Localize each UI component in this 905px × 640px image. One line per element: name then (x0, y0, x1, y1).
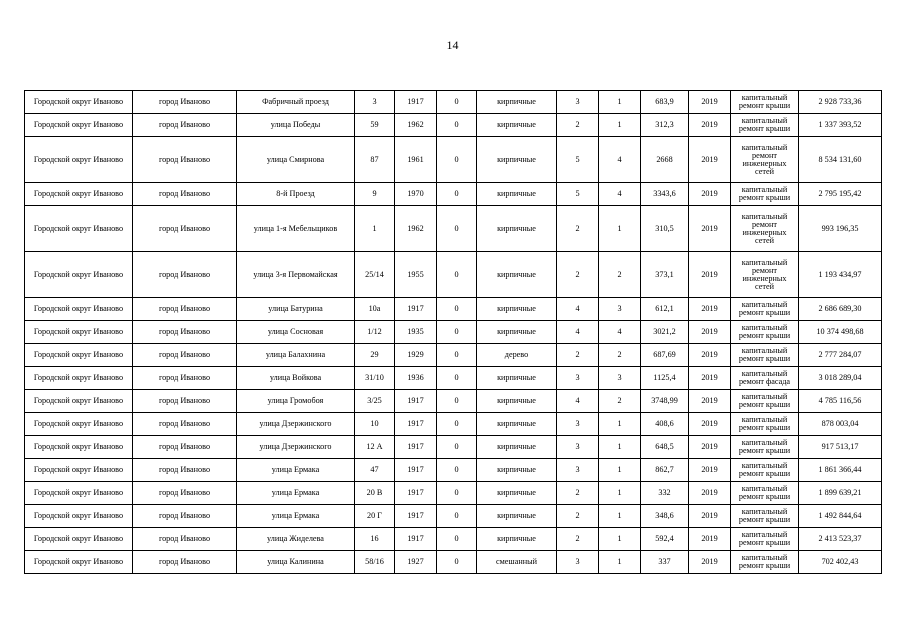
cell-plan-year: 2019 (689, 114, 731, 137)
cell-work-type: капитальный ремонт крыши (731, 114, 799, 137)
cell-commission-year: 0 (437, 206, 477, 252)
cell-commission-year: 0 (437, 183, 477, 206)
cell-floors: 3 (557, 459, 599, 482)
cell-area: 3343,6 (641, 183, 689, 206)
cell-settlement: город Иваново (133, 551, 237, 574)
cell-house-number: 29 (355, 344, 395, 367)
cell-house-number: 16 (355, 528, 395, 551)
cell-wall-material: кирпичные (477, 505, 557, 528)
cell-work-type: капитальный ремонт крыши (731, 528, 799, 551)
cell-house-number: 10 (355, 413, 395, 436)
cell-work-type: капитальный ремонт крыши (731, 390, 799, 413)
cell-street: улица Батурина (237, 298, 355, 321)
cell-floors: 3 (557, 91, 599, 114)
cell-plan-year: 2019 (689, 206, 731, 252)
cell-municipality: Городской округ Иваново (25, 413, 133, 436)
cell-entrances: 1 (599, 206, 641, 252)
cell-cost: 4 785 116,56 (799, 390, 882, 413)
cell-wall-material: кирпичные (477, 183, 557, 206)
cell-commission-year: 0 (437, 252, 477, 298)
cell-commission-year: 0 (437, 436, 477, 459)
cell-plan-year: 2019 (689, 482, 731, 505)
cell-area: 3021,2 (641, 321, 689, 344)
cell-settlement: город Иваново (133, 528, 237, 551)
cell-house-number: 31/10 (355, 367, 395, 390)
cell-build-year: 1917 (395, 482, 437, 505)
cell-settlement: город Иваново (133, 298, 237, 321)
cell-work-type: капитальный ремонт инженерных сетей (731, 206, 799, 252)
cell-work-type: капитальный ремонт крыши (731, 413, 799, 436)
cell-municipality: Городской округ Иваново (25, 206, 133, 252)
cell-cost: 878 003,04 (799, 413, 882, 436)
cell-plan-year: 2019 (689, 390, 731, 413)
cell-house-number: 9 (355, 183, 395, 206)
cell-entrances: 4 (599, 137, 641, 183)
cell-municipality: Городской округ Иваново (25, 114, 133, 137)
cell-floors: 2 (557, 528, 599, 551)
cell-commission-year: 0 (437, 390, 477, 413)
cell-plan-year: 2019 (689, 528, 731, 551)
cell-plan-year: 2019 (689, 459, 731, 482)
cell-commission-year: 0 (437, 344, 477, 367)
cell-cost: 1 861 366,44 (799, 459, 882, 482)
housing-register-table (24, 90, 882, 574)
cell-floors: 3 (557, 551, 599, 574)
cell-entrances: 4 (599, 321, 641, 344)
cell-build-year: 1917 (395, 436, 437, 459)
cell-wall-material: дерево (477, 344, 557, 367)
cell-cost: 1 899 639,21 (799, 482, 882, 505)
cell-work-type: капитальный ремонт крыши (731, 298, 799, 321)
cell-cost: 993 196,35 (799, 206, 882, 252)
cell-build-year: 1962 (395, 114, 437, 137)
cell-cost: 2 686 689,30 (799, 298, 882, 321)
cell-build-year: 1955 (395, 252, 437, 298)
cell-build-year: 1929 (395, 344, 437, 367)
cell-plan-year: 2019 (689, 298, 731, 321)
cell-municipality: Городской округ Иваново (25, 91, 133, 114)
cell-build-year: 1961 (395, 137, 437, 183)
cell-cost: 1 193 434,97 (799, 252, 882, 298)
cell-settlement: город Иваново (133, 344, 237, 367)
cell-floors: 2 (557, 505, 599, 528)
cell-area: 3748,99 (641, 390, 689, 413)
cell-house-number: 59 (355, 114, 395, 137)
cell-settlement: город Иваново (133, 459, 237, 482)
cell-floors: 2 (557, 114, 599, 137)
cell-cost: 917 513,17 (799, 436, 882, 459)
cell-municipality: Городской округ Иваново (25, 183, 133, 206)
cell-house-number: 1/12 (355, 321, 395, 344)
cell-settlement: город Иваново (133, 321, 237, 344)
table-row (25, 344, 882, 367)
cell-wall-material: кирпичные (477, 413, 557, 436)
cell-entrances: 1 (599, 528, 641, 551)
cell-area: 862,7 (641, 459, 689, 482)
cell-work-type: капитальный ремонт крыши (731, 482, 799, 505)
cell-street: улица Сосновая (237, 321, 355, 344)
cell-commission-year: 0 (437, 91, 477, 114)
cell-street: 8-й Проезд (237, 183, 355, 206)
cell-plan-year: 2019 (689, 367, 731, 390)
cell-plan-year: 2019 (689, 91, 731, 114)
cell-plan-year: 2019 (689, 137, 731, 183)
cell-cost: 2 795 195,42 (799, 183, 882, 206)
cell-floors: 3 (557, 413, 599, 436)
cell-municipality: Городской округ Иваново (25, 551, 133, 574)
cell-area: 612,1 (641, 298, 689, 321)
cell-cost: 702 402,43 (799, 551, 882, 574)
cell-settlement: город Иваново (133, 183, 237, 206)
cell-street: улица Смирнова (237, 137, 355, 183)
cell-plan-year: 2019 (689, 183, 731, 206)
cell-floors: 4 (557, 321, 599, 344)
cell-work-type: капитальный ремонт крыши (731, 551, 799, 574)
cell-house-number: 12 А (355, 436, 395, 459)
cell-area: 648,5 (641, 436, 689, 459)
cell-area: 1125,4 (641, 367, 689, 390)
cell-settlement: город Иваново (133, 413, 237, 436)
cell-wall-material: кирпичные (477, 321, 557, 344)
cell-house-number: 58/16 (355, 551, 395, 574)
table-row (25, 390, 882, 413)
cell-entrances: 1 (599, 482, 641, 505)
table-row (25, 137, 882, 183)
cell-cost: 3 018 289,04 (799, 367, 882, 390)
cell-cost: 1 337 393,52 (799, 114, 882, 137)
cell-work-type: капитальный ремонт крыши (731, 321, 799, 344)
cell-wall-material: кирпичные (477, 528, 557, 551)
cell-build-year: 1917 (395, 298, 437, 321)
cell-work-type: капитальный ремонт крыши (731, 459, 799, 482)
cell-work-type: капитальный ремонт инженерных сетей (731, 252, 799, 298)
cell-work-type: капитальный ремонт крыши (731, 91, 799, 114)
cell-municipality: Городской округ Иваново (25, 321, 133, 344)
cell-work-type: капитальный ремонт фасада (731, 367, 799, 390)
cell-build-year: 1970 (395, 183, 437, 206)
cell-settlement: город Иваново (133, 505, 237, 528)
table-row (25, 367, 882, 390)
cell-area: 312,3 (641, 114, 689, 137)
cell-entrances: 3 (599, 298, 641, 321)
cell-area: 592,4 (641, 528, 689, 551)
cell-commission-year: 0 (437, 459, 477, 482)
cell-house-number: 87 (355, 137, 395, 183)
cell-entrances: 1 (599, 505, 641, 528)
cell-plan-year: 2019 (689, 436, 731, 459)
cell-floors: 4 (557, 298, 599, 321)
cell-wall-material: кирпичные (477, 482, 557, 505)
cell-street: улица Дзержинского (237, 413, 355, 436)
cell-wall-material: кирпичные (477, 252, 557, 298)
cell-wall-material: кирпичные (477, 367, 557, 390)
cell-work-type: капитальный ремонт крыши (731, 344, 799, 367)
table-row (25, 505, 882, 528)
cell-municipality: Городской округ Иваново (25, 528, 133, 551)
cell-settlement: город Иваново (133, 482, 237, 505)
cell-floors: 2 (557, 252, 599, 298)
cell-build-year: 1962 (395, 206, 437, 252)
cell-commission-year: 0 (437, 413, 477, 436)
cell-street: Фабричный проезд (237, 91, 355, 114)
cell-wall-material: кирпичные (477, 114, 557, 137)
cell-settlement: город Иваново (133, 137, 237, 183)
cell-area: 408,6 (641, 413, 689, 436)
cell-build-year: 1917 (395, 528, 437, 551)
cell-municipality: Городской округ Иваново (25, 298, 133, 321)
cell-area: 373,1 (641, 252, 689, 298)
cell-house-number: 1 (355, 206, 395, 252)
cell-settlement: город Иваново (133, 367, 237, 390)
cell-entrances: 1 (599, 413, 641, 436)
table-row (25, 252, 882, 298)
cell-build-year: 1936 (395, 367, 437, 390)
cell-floors: 3 (557, 367, 599, 390)
cell-municipality: Городской округ Иваново (25, 367, 133, 390)
cell-floors: 2 (557, 206, 599, 252)
cell-settlement: город Иваново (133, 206, 237, 252)
cell-street: улица Победы (237, 114, 355, 137)
cell-floors: 2 (557, 482, 599, 505)
cell-plan-year: 2019 (689, 321, 731, 344)
cell-commission-year: 0 (437, 114, 477, 137)
table-row (25, 459, 882, 482)
table-row (25, 413, 882, 436)
cell-build-year: 1917 (395, 459, 437, 482)
cell-entrances: 2 (599, 252, 641, 298)
cell-house-number: 20 В (355, 482, 395, 505)
cell-street: улица Войкова (237, 367, 355, 390)
cell-street: улица Громобоя (237, 390, 355, 413)
cell-entrances: 2 (599, 344, 641, 367)
table-row (25, 206, 882, 252)
cell-municipality: Городской округ Иваново (25, 252, 133, 298)
cell-street: улица Ермака (237, 482, 355, 505)
cell-wall-material: кирпичные (477, 91, 557, 114)
cell-wall-material: кирпичные (477, 137, 557, 183)
cell-floors: 4 (557, 390, 599, 413)
table-row (25, 436, 882, 459)
cell-municipality: Городской округ Иваново (25, 390, 133, 413)
cell-commission-year: 0 (437, 505, 477, 528)
cell-entrances: 1 (599, 114, 641, 137)
cell-street: улица 3-я Первомайская (237, 252, 355, 298)
cell-cost: 2 928 733,36 (799, 91, 882, 114)
cell-cost: 1 492 844,64 (799, 505, 882, 528)
table-row (25, 551, 882, 574)
cell-plan-year: 2019 (689, 413, 731, 436)
page-number: 14 (446, 38, 459, 52)
cell-entrances: 2 (599, 390, 641, 413)
cell-street: улица Ермака (237, 505, 355, 528)
cell-work-type: капитальный ремонт инженерных сетей (731, 137, 799, 183)
table-row (25, 298, 882, 321)
cell-house-number: 20 Г (355, 505, 395, 528)
cell-plan-year: 2019 (689, 505, 731, 528)
cell-commission-year: 0 (437, 367, 477, 390)
cell-plan-year: 2019 (689, 551, 731, 574)
cell-build-year: 1917 (395, 413, 437, 436)
cell-commission-year: 0 (437, 321, 477, 344)
cell-settlement: город Иваново (133, 114, 237, 137)
cell-entrances: 1 (599, 91, 641, 114)
cell-area: 348,6 (641, 505, 689, 528)
cell-house-number: 10а (355, 298, 395, 321)
cell-cost: 10 374 498,68 (799, 321, 882, 344)
cell-commission-year: 0 (437, 298, 477, 321)
cell-area: 337 (641, 551, 689, 574)
cell-cost: 2 413 523,37 (799, 528, 882, 551)
cell-entrances: 1 (599, 459, 641, 482)
cell-house-number: 3/25 (355, 390, 395, 413)
cell-settlement: город Иваново (133, 390, 237, 413)
cell-settlement: город Иваново (133, 436, 237, 459)
cell-entrances: 1 (599, 551, 641, 574)
cell-house-number: 47 (355, 459, 395, 482)
cell-house-number: 25/14 (355, 252, 395, 298)
cell-cost: 8 534 131,60 (799, 137, 882, 183)
table-row (25, 321, 882, 344)
cell-build-year: 1917 (395, 390, 437, 413)
cell-area: 332 (641, 482, 689, 505)
cell-commission-year: 0 (437, 551, 477, 574)
cell-municipality: Городской округ Иваново (25, 344, 133, 367)
cell-area: 2668 (641, 137, 689, 183)
cell-settlement: город Иваново (133, 252, 237, 298)
cell-wall-material: смешанный (477, 551, 557, 574)
cell-wall-material: кирпичные (477, 459, 557, 482)
table-row (25, 91, 882, 114)
cell-commission-year: 0 (437, 528, 477, 551)
cell-street: улица Дзержинского (237, 436, 355, 459)
cell-municipality: Городской округ Иваново (25, 137, 133, 183)
table-row (25, 528, 882, 551)
cell-wall-material: кирпичные (477, 298, 557, 321)
cell-plan-year: 2019 (689, 252, 731, 298)
cell-build-year: 1917 (395, 505, 437, 528)
cell-wall-material: кирпичные (477, 436, 557, 459)
cell-floors: 5 (557, 183, 599, 206)
cell-municipality: Городской округ Иваново (25, 482, 133, 505)
cell-street: улица Жиделева (237, 528, 355, 551)
cell-work-type: капитальный ремонт крыши (731, 436, 799, 459)
cell-street: улица Балахнина (237, 344, 355, 367)
cell-entrances: 3 (599, 367, 641, 390)
cell-settlement: город Иваново (133, 91, 237, 114)
table-row (25, 482, 882, 505)
cell-entrances: 4 (599, 183, 641, 206)
cell-wall-material: кирпичные (477, 390, 557, 413)
table-row (25, 183, 882, 206)
cell-plan-year: 2019 (689, 344, 731, 367)
cell-build-year: 1927 (395, 551, 437, 574)
cell-floors: 5 (557, 137, 599, 183)
cell-street: улица Калинина (237, 551, 355, 574)
cell-municipality: Городской округ Иваново (25, 459, 133, 482)
cell-floors: 2 (557, 344, 599, 367)
cell-municipality: Городской округ Иваново (25, 505, 133, 528)
cell-area: 683,9 (641, 91, 689, 114)
cell-commission-year: 0 (437, 137, 477, 183)
cell-wall-material: кирпичные (477, 206, 557, 252)
cell-street: улица Ермака (237, 459, 355, 482)
cell-work-type: капитальный ремонт крыши (731, 505, 799, 528)
cell-house-number: 3 (355, 91, 395, 114)
cell-work-type: капитальный ремонт крыши (731, 183, 799, 206)
table-row (25, 114, 882, 137)
cell-cost: 2 777 284,07 (799, 344, 882, 367)
cell-build-year: 1935 (395, 321, 437, 344)
cell-area: 687,69 (641, 344, 689, 367)
cell-area: 310,5 (641, 206, 689, 252)
cell-floors: 3 (557, 436, 599, 459)
cell-commission-year: 0 (437, 482, 477, 505)
cell-street: улица 1-я Мебельщиков (237, 206, 355, 252)
cell-build-year: 1917 (395, 91, 437, 114)
cell-entrances: 1 (599, 436, 641, 459)
cell-municipality: Городской округ Иваново (25, 436, 133, 459)
